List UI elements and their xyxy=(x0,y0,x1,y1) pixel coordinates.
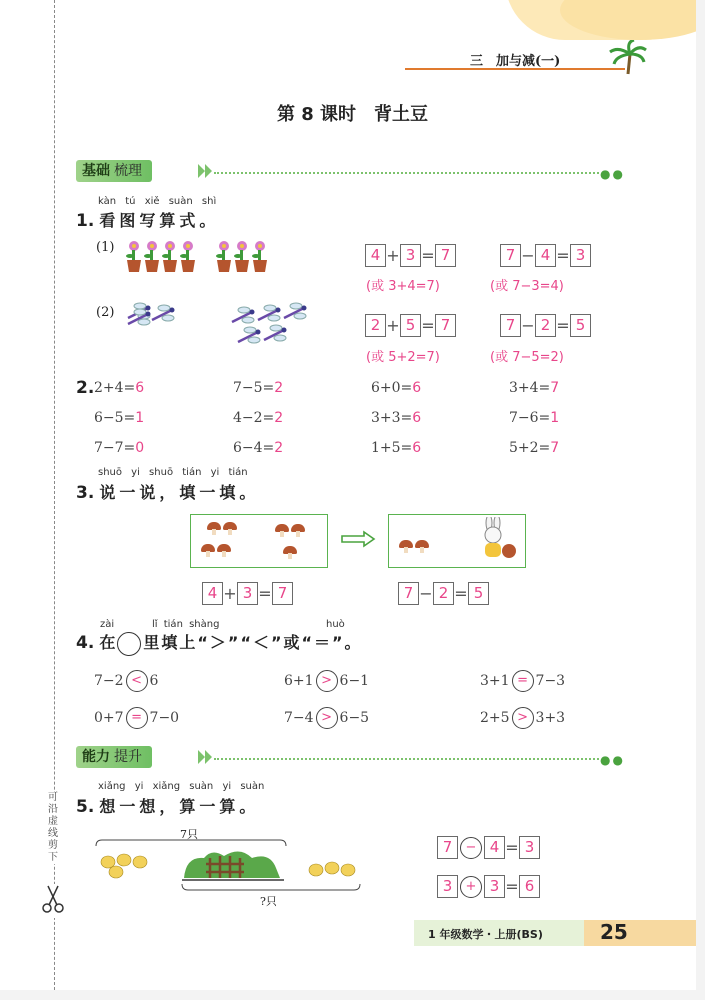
q1-row2-alt1: (或 5+2=7) xyxy=(366,350,440,365)
q5-eq1: 7 − 4 = 3 xyxy=(437,836,540,859)
q4-number: 4. xyxy=(76,633,95,653)
answer-box[interactable]: 7 xyxy=(272,582,293,605)
arrow-right-icon xyxy=(340,530,376,552)
q2-expression: 6−4= xyxy=(233,440,275,456)
q1-row1-eq2: 7 − 4 = 3 xyxy=(500,244,591,267)
q3-number: 3. xyxy=(76,483,95,503)
answer-box[interactable]: 6 xyxy=(519,875,540,898)
section-ability-divider xyxy=(214,758,599,760)
q5-title: 想一想，算一算。 xyxy=(99,797,260,816)
q1-heading xyxy=(76,208,219,231)
q2-item xyxy=(509,440,559,456)
section-ability-label: 能力 xyxy=(82,749,110,765)
answer-box[interactable]: 4 xyxy=(202,582,223,605)
q1-row2-alt2: (或 7−5=2) xyxy=(490,350,564,365)
footer-book: 1 年级数学・上册(BS) xyxy=(428,928,543,941)
answer-box[interactable]: 2 xyxy=(535,314,556,337)
q3-title: 说一说，填一填。 xyxy=(99,483,260,502)
q4-right: 7−0 xyxy=(149,710,180,726)
q2-expression: 3+3= xyxy=(371,410,413,426)
answer-box[interactable]: 4 xyxy=(365,244,386,267)
q4-right: 7−3 xyxy=(535,673,566,689)
q1-part1-label: (1) xyxy=(96,240,115,255)
q1-pinyin: kàn tú xiě suàn shì xyxy=(98,196,217,207)
q2-item xyxy=(371,380,421,396)
q2-item xyxy=(94,440,144,456)
q1-number: 1. xyxy=(76,211,95,231)
q4-item xyxy=(94,670,158,692)
q1-row1-alt1: (或 3+4=7) xyxy=(366,279,440,294)
q4-heading xyxy=(76,630,363,656)
answer-box[interactable]: 7 xyxy=(435,244,456,267)
mushroom-icon xyxy=(275,524,289,538)
q2-item xyxy=(509,410,559,426)
q4-pinyin-huo: huò xyxy=(326,619,345,630)
answer-box[interactable]: 5 xyxy=(468,582,489,605)
q5-top-label: 7只 xyxy=(180,828,198,841)
page-bottom-edge xyxy=(0,990,705,1000)
answer-box[interactable]: 2 xyxy=(433,582,454,605)
mushroom-icon xyxy=(201,544,215,558)
q1-row1-alt2: (或 7−3=4) xyxy=(490,279,564,294)
page-number: 25 xyxy=(600,920,628,944)
q3-heading xyxy=(76,480,259,503)
q4-right: 3+3 xyxy=(535,710,566,726)
q2-answer[interactable]: 2 xyxy=(274,440,284,456)
q5-pinyin: xiǎng yi xiǎng suàn yi suàn xyxy=(98,781,265,792)
answer-box[interactable]: 5 xyxy=(400,314,421,337)
q4-compare-circle[interactable]: < xyxy=(126,670,148,692)
q4-compare-circle[interactable]: = xyxy=(126,707,148,729)
answer-box[interactable]: 3 xyxy=(400,244,421,267)
q2-answer[interactable]: 7 xyxy=(550,380,560,396)
page-edge xyxy=(696,0,705,1000)
q2-expression: 2+4= xyxy=(94,380,136,396)
q2-item xyxy=(509,380,559,396)
mushroom-icon xyxy=(415,540,429,554)
q2-item xyxy=(94,380,144,396)
q1-row1-eq1: 4 + 3 = 7 xyxy=(365,244,456,267)
cut-instruction: 可沿虚线剪下 xyxy=(48,792,58,863)
q5-eq2: 3 + 3 = 6 xyxy=(437,875,540,898)
q4-item xyxy=(480,707,565,729)
q4-left: 2+5 xyxy=(480,710,510,726)
chapter-header: 三 加与减(一) xyxy=(470,54,561,69)
mushroom-icon xyxy=(291,524,305,538)
dragonflies-image xyxy=(126,300,316,354)
q3-eq1: 4 + 3 = 7 xyxy=(202,582,293,605)
answer-box[interactable]: 4 xyxy=(535,244,556,267)
q2-expression: 6+0= xyxy=(371,380,413,396)
q2-answer[interactable]: 6 xyxy=(412,410,422,426)
q5-heading xyxy=(76,794,259,817)
q4-left: 0+7 xyxy=(94,710,124,726)
q4-item xyxy=(284,670,369,692)
q4-left: 6+1 xyxy=(284,673,314,689)
q2-expression: 4−2= xyxy=(233,410,275,426)
q2-expression: 6−5= xyxy=(94,410,136,426)
q2-answer[interactable]: 2 xyxy=(274,380,284,396)
q5-illustration xyxy=(94,838,364,902)
section-basic-arrow-icon xyxy=(196,162,214,184)
scissors-icon xyxy=(40,884,66,918)
q2-answer[interactable]: 6 xyxy=(135,380,145,396)
mushroom-icon xyxy=(283,546,297,560)
q2-answer[interactable]: 6 xyxy=(412,440,422,456)
operator-circle[interactable]: + xyxy=(460,876,482,898)
mushroom-icon xyxy=(207,522,221,536)
operator-circle[interactable]: − xyxy=(460,837,482,859)
answer-box[interactable]: 5 xyxy=(570,314,591,337)
blank-circle-icon xyxy=(117,632,141,656)
q2-expression: 7−6= xyxy=(509,410,551,426)
answer-box[interactable]: 4 xyxy=(484,836,505,859)
q4-compare-circle[interactable]: > xyxy=(316,670,338,692)
answer-box[interactable]: 3 xyxy=(437,875,458,898)
answer-box[interactable]: 3 xyxy=(484,875,505,898)
mushroom-icon xyxy=(223,522,237,536)
q2-expression: 3+4= xyxy=(509,380,551,396)
q2-expression: 5+2= xyxy=(509,440,551,456)
q5-bottom-label: ?只 xyxy=(260,895,277,908)
q2-item xyxy=(233,410,283,426)
section-ability-arrow-icon xyxy=(196,748,214,770)
section-basic xyxy=(76,160,152,182)
q2-item xyxy=(233,440,283,456)
q1-title: 看图写算式。 xyxy=(99,211,220,230)
lesson-title: 第 8 课时 背土豆 xyxy=(276,104,429,125)
q4-item xyxy=(284,707,369,729)
q2-answer[interactable]: 0 xyxy=(135,440,145,456)
q2-answer[interactable]: 7 xyxy=(550,440,560,456)
q3-panel-before xyxy=(190,514,328,568)
q4-pinyin-zai: zài xyxy=(100,619,115,630)
q4-right: 6−5 xyxy=(339,710,370,726)
q4-left: 3+1 xyxy=(480,673,510,689)
q2-answer[interactable]: 1 xyxy=(550,410,560,426)
q2-answer[interactable]: 2 xyxy=(274,410,284,426)
answer-box[interactable]: 7 xyxy=(398,582,419,605)
q2-answer[interactable]: 6 xyxy=(412,380,422,396)
flower-pots-image xyxy=(126,238,276,278)
answer-box[interactable]: 7 xyxy=(500,244,521,267)
q4-right: 6 xyxy=(149,673,159,689)
q2-expression: 7−5= xyxy=(233,380,275,396)
q2-item xyxy=(94,410,144,426)
q4-compare-circle[interactable]: = xyxy=(512,670,534,692)
mushroom-icon xyxy=(399,540,413,554)
q4-item xyxy=(480,670,565,692)
q2-number: 2. xyxy=(76,378,95,398)
q2-item xyxy=(371,440,421,456)
answer-box[interactable]: 7 xyxy=(500,314,521,337)
answer-box[interactable]: 3 xyxy=(237,582,258,605)
q4-compare-circle[interactable]: > xyxy=(316,707,338,729)
section-ability-sub: 提升 xyxy=(114,749,142,765)
answer-box[interactable]: 3 xyxy=(570,244,591,267)
section-ability-dots: ●● xyxy=(600,753,625,767)
q2-expression: 7−7= xyxy=(94,440,136,456)
answer-box[interactable]: 3 xyxy=(519,836,540,859)
q5-number: 5. xyxy=(76,797,95,817)
q4-pinyin-li: lǐ tián shàng xyxy=(152,619,220,630)
section-basic-label: 基础 xyxy=(82,163,110,179)
q4-left: 7−2 xyxy=(94,673,124,689)
q3-panel-after xyxy=(388,514,526,568)
q4-right: 6−1 xyxy=(339,673,370,689)
q2-expression: 1+5= xyxy=(371,440,413,456)
answer-box[interactable]: 7 xyxy=(435,314,456,337)
answer-box[interactable]: 7 xyxy=(437,836,458,859)
q4-compare-circle[interactable]: > xyxy=(512,707,534,729)
q2-item xyxy=(233,380,283,396)
q3-eq2: 7 − 2 = 5 xyxy=(398,582,489,605)
q4-left: 7−4 xyxy=(284,710,314,726)
rabbit-image xyxy=(473,517,523,569)
q1-part2-label: (2) xyxy=(96,305,115,320)
answer-box[interactable]: 2 xyxy=(365,314,386,337)
q3-pinyin: shuō yi shuō tián yi tián xyxy=(98,467,248,478)
q4-item xyxy=(94,707,179,729)
q4-title-b: 里填上“＞”“＜”或“＝”。 xyxy=(143,633,363,652)
q2-item xyxy=(371,410,421,426)
q1-row2-eq2: 7 − 2 = 5 xyxy=(500,314,591,337)
q1-row2-eq1: 2 + 5 = 7 xyxy=(365,314,456,337)
mushroom-icon xyxy=(217,544,231,558)
section-basic-dots: ●● xyxy=(600,167,625,181)
section-basic-sub: 梳理 xyxy=(114,163,142,179)
q4-title-a: 在 xyxy=(99,633,116,652)
section-basic-divider xyxy=(214,172,599,174)
palm-tree-icon xyxy=(608,40,648,80)
q2-answer[interactable]: 1 xyxy=(135,410,145,426)
section-ability xyxy=(76,746,152,768)
